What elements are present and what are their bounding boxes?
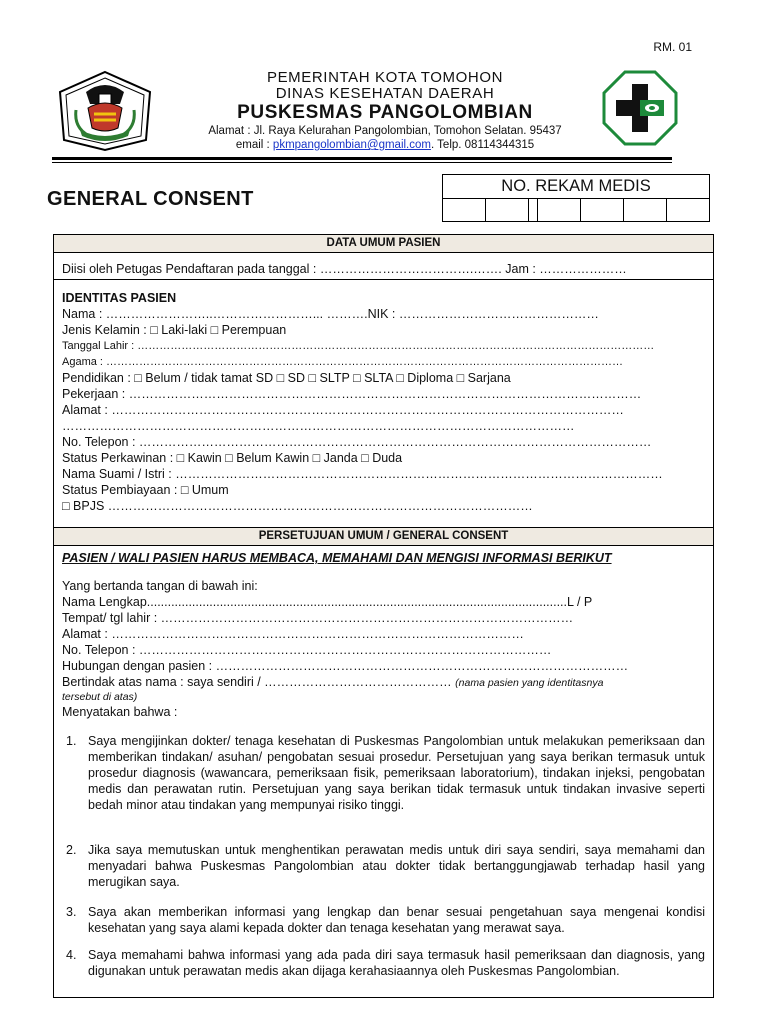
consent-instruction: PASIEN / WALI PASIEN HARUS MEMBACA, MEMAHAMI DAN MENGISI INFORMASI BERIKUT — [62, 551, 612, 565]
item-number: 3. — [66, 905, 77, 919]
section-heading-general-consent: PERSETUJUAN UMUM / GENERAL CONSENT — [54, 528, 713, 546]
registration-line[interactable]: Diisi oleh Petugas Pendaftaran pada tanggal : ……………………………….……. Jam : ………………… — [62, 262, 627, 276]
email-link[interactable]: pkmpangolombian@gmail.com — [272, 139, 431, 151]
consent-clause: Saya akan memberikan informasi yang lengkap dan benar sesuai pengetahuan saya mengenai kondisi kesehatan yang saya alami kepada dokter dan tenaga kesehatan yang merawat saya. — [88, 905, 705, 935]
record-digit-cell[interactable] — [443, 199, 486, 221]
field-birthdate[interactable]: Tanggal Lahir : …………………………………………………………………………………………………………………………… — [62, 340, 655, 352]
record-digit-cell[interactable] — [581, 199, 624, 221]
header-rule-thin — [52, 162, 672, 163]
medical-record-number-box — [442, 174, 710, 222]
record-digit-cell[interactable] — [538, 199, 581, 221]
acting-note: (nama pasien yang identitasnya — [455, 677, 604, 689]
field-education[interactable]: Pendidikan : □ Belum / tidak tamat SD □ SD □ SLTP □ SLTA □ Diploma □ Sarjana — [62, 371, 511, 385]
city-crest-logo — [56, 70, 154, 152]
record-digit-cell[interactable] — [667, 199, 709, 221]
field-spouse-name[interactable]: Nama Suami / Istri : ……………………………………………………………………………………………………… — [62, 467, 663, 481]
record-separator — [529, 199, 538, 221]
field-marital-status[interactable]: Status Perkawinan : □ Kawin □ Belum Kawin □ Janda □ Duda — [62, 451, 403, 465]
signer-phone[interactable]: No. Telepon : ……………………………………………………………………………………… — [62, 643, 552, 657]
record-digit-cell[interactable] — [624, 199, 667, 221]
header-clinic-name: PUSKESMAS PANGOLOMBIAN — [237, 102, 533, 123]
item-number: 1. — [66, 734, 77, 748]
medical-record-label: NO. REKAM MEDIS — [443, 175, 709, 199]
field-payment-bpjs[interactable]: □ BPJS ………………………………………………………………………………………… — [62, 499, 533, 513]
acting-on-behalf-text: Bertindak atas nama : saya sendiri / ……………………………………… — [62, 675, 452, 689]
identity-heading: IDENTITAS PASIEN — [62, 291, 177, 305]
phone-text: . Telp. 08114344315 — [430, 139, 535, 151]
field-occupation[interactable]: Pekerjaan : …………………………………………………………………………………………………………… — [62, 387, 642, 401]
signer-intro: Yang bertanda tangan di bawah ini: — [62, 579, 258, 593]
signer-relationship[interactable]: Hubungan dengan pasien : ……………………………………………………………………………………… — [62, 659, 629, 673]
header-address: Alamat : Jl. Raya Kelurahan Pangolombian, Tomohon Selatan. 95437 — [208, 125, 562, 137]
field-phone[interactable]: No. Telepon : …………………………………………………………………………………………………………… — [62, 435, 652, 449]
section-heading-patient-data: DATA UMUM PASIEN — [54, 235, 713, 253]
header-government: PEMERINTAH KOTA TOMOHON — [266, 69, 504, 86]
field-address[interactable]: Alamat : …………………………………………………………………………………………………………… — [62, 403, 624, 417]
letterhead — [150, 70, 620, 152]
signer-birth-place-date[interactable]: Tempat/ tgl lahir : ……………………………………………………………………………………… — [62, 611, 574, 625]
declaration-lead: Menyatakan bahwa : — [62, 705, 178, 719]
item-number: 4. — [66, 948, 77, 962]
field-religion[interactable]: Agama : …………………………………………………………………………………………………………………………… — [62, 356, 624, 368]
divider — [54, 279, 713, 280]
header-contact — [150, 138, 620, 152]
form-code: RM. 01 — [653, 40, 692, 54]
header-department: DINAS KESEHATAN DAERAH — [275, 85, 495, 102]
item-number: 2. — [66, 843, 77, 857]
field-payment-general[interactable]: Status Pembiayaan : □ Umum — [62, 483, 229, 497]
puskesmas-logo — [602, 70, 678, 146]
acting-note-continued: tersebut di atas) — [62, 691, 138, 703]
document-title: GENERAL CONSENT — [47, 188, 254, 210]
record-digit-cell[interactable] — [486, 199, 529, 221]
consent-clause: Saya mengijinkan dokter/ tenaga kesehatan di Puskesmas Pangolombian untuk melakukan pemeriksaan dan memberikan tindakan/ asuhan/ pengobatan sesuai prosedur. Persetujuan yang saya berikan termasuk untuk prosedur diagnosis (wawancara, pemeriksaan fisik, pemeriksaan laboratorium), tindakan injeksi, pengobatan medis dan perawatan rutin. Persetujuan yang saya berikan tidak termasuk untuk tindakan invasive seperti bedah minor atau tindakan yang mempunyai risiko tinggi. — [88, 734, 705, 812]
consent-clause: Jika saya memutuskan untuk menghentikan perawatan medis untuk diri saya sendiri, saya memahami dan menyadari bahwa Puskesmas Pangolombian atau dokter tidak bertanggungjawab terhadap hasil yang merugikan saya. — [88, 843, 705, 889]
header-rule — [52, 157, 672, 160]
field-name[interactable]: Nama : ……………………..……………………... ……….NIK : ………………………………………… — [62, 307, 599, 321]
consent-form-frame — [53, 234, 714, 998]
acting-on-behalf[interactable] — [62, 675, 603, 691]
email-label: email : — [235, 139, 273, 151]
field-address-continued[interactable]: …………………………………………………………………………………………………………… — [62, 419, 575, 433]
consent-clause: Saya memahami bahwa informasi yang ada pada diri saya termasuk hasil pemeriksaan dan diagnosis, yang digunakan untuk perawatan medis akan dijaga kerahasiaannya oleh Puskesmas Pangolombian. — [88, 948, 705, 978]
signer-full-name[interactable]: Nama Lengkap.........................................................................................................................L / P — [62, 595, 593, 609]
signer-address[interactable]: Alamat : ……………………………………………………………………………………… — [62, 627, 524, 641]
field-gender[interactable]: Jenis Kelamin : □ Laki-laki □ Perempuan — [62, 323, 287, 337]
